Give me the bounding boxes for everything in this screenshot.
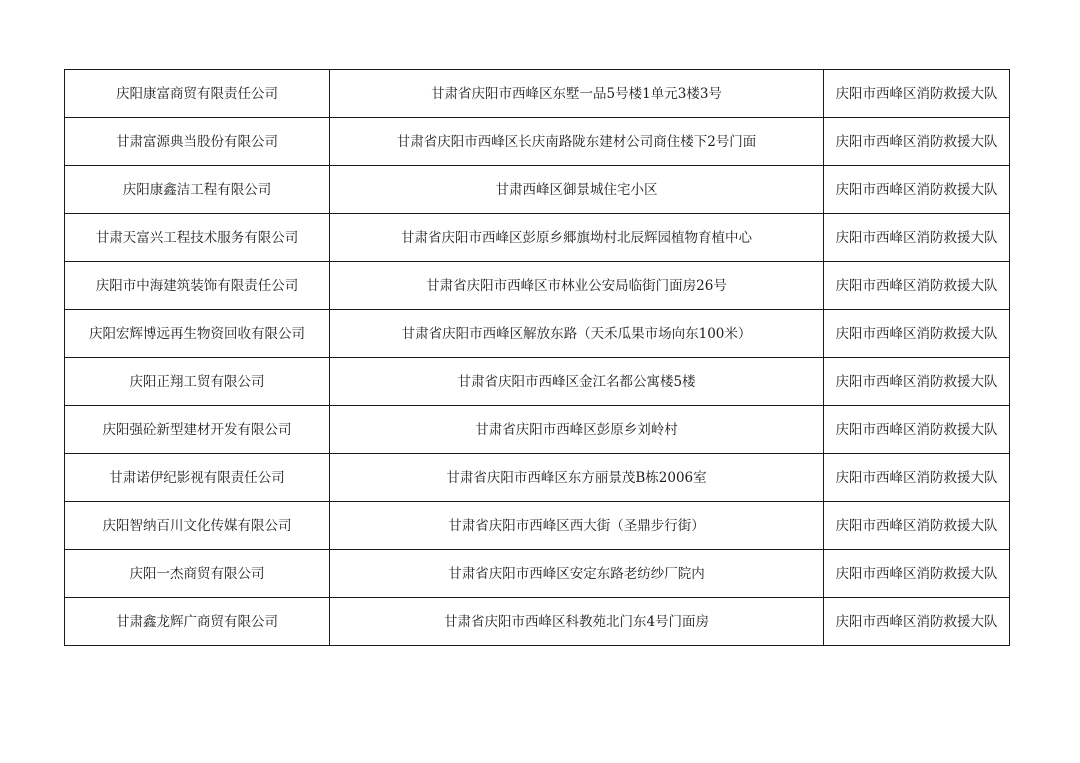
fire-brigade-cell: 庆阳市西峰区消防救援大队	[824, 262, 1010, 310]
company-name-cell: 甘肃诺伊纪影视有限责任公司	[65, 454, 330, 502]
table-row	[65, 262, 1010, 310]
company-name-cell: 庆阳正翔工贸有限公司	[65, 358, 330, 406]
company-name-cell: 甘肃鑫龙辉广商贸有限公司	[65, 598, 330, 646]
fire-brigade-cell: 庆阳市西峰区消防救援大队	[824, 310, 1010, 358]
address-cell: 甘肃省庆阳市西峰区长庆南路陇东建材公司商住楼下2号门面	[330, 118, 824, 166]
table-row	[65, 214, 1010, 262]
address-cell: 甘肃省庆阳市西峰区解放东路（天禾瓜果市场向东100米）	[330, 310, 824, 358]
fire-brigade-cell: 庆阳市西峰区消防救援大队	[824, 406, 1010, 454]
table-row	[65, 70, 1010, 118]
table-row	[65, 310, 1010, 358]
address-cell: 甘肃省庆阳市西峰区市林业公安局临街门面房26号	[330, 262, 824, 310]
address-cell: 甘肃省庆阳市西峰区西大街（圣鼎步行街）	[330, 502, 824, 550]
address-cell: 甘肃西峰区御景城住宅小区	[330, 166, 824, 214]
fire-brigade-cell: 庆阳市西峰区消防救援大队	[824, 118, 1010, 166]
company-name-cell: 庆阳康鑫洁工程有限公司	[65, 166, 330, 214]
records-table	[64, 69, 1010, 646]
company-name-cell: 甘肃富源典当股份有限公司	[65, 118, 330, 166]
address-cell: 甘肃省庆阳市西峰区彭原乡刘岭村	[330, 406, 824, 454]
table-row	[65, 598, 1010, 646]
table-row	[65, 166, 1010, 214]
company-name-cell: 庆阳强砼新型建材开发有限公司	[65, 406, 330, 454]
address-cell: 甘肃省庆阳市西峰区彭原乡郷旗坳村北辰辉园植物育植中心	[330, 214, 824, 262]
fire-brigade-cell: 庆阳市西峰区消防救援大队	[824, 214, 1010, 262]
fire-brigade-cell: 庆阳市西峰区消防救援大队	[824, 358, 1010, 406]
company-name-cell: 庆阳康富商贸有限责任公司	[65, 70, 330, 118]
address-cell: 甘肃省庆阳市西峰区东方丽景茂B栋2006室	[330, 454, 824, 502]
address-cell: 甘肃省庆阳市西峰区科教苑北门东4号门面房	[330, 598, 824, 646]
table-row	[65, 406, 1010, 454]
company-name-cell: 庆阳一杰商贸有限公司	[65, 550, 330, 598]
fire-brigade-cell: 庆阳市西峰区消防救援大队	[824, 166, 1010, 214]
company-name-cell: 庆阳市中海建筑装饰有限责任公司	[65, 262, 330, 310]
company-name-cell: 庆阳宏辉博远再生物资回收有限公司	[65, 310, 330, 358]
fire-brigade-cell: 庆阳市西峰区消防救援大队	[824, 598, 1010, 646]
company-name-cell: 甘肃天富兴工程技术服务有限公司	[65, 214, 330, 262]
fire-brigade-cell: 庆阳市西峰区消防救援大队	[824, 502, 1010, 550]
fire-brigade-cell: 庆阳市西峰区消防救援大队	[824, 454, 1010, 502]
table-row	[65, 550, 1010, 598]
table-row	[65, 454, 1010, 502]
table-row	[65, 118, 1010, 166]
fire-brigade-cell: 庆阳市西峰区消防救援大队	[824, 70, 1010, 118]
records-table-body	[65, 70, 1010, 646]
table-row	[65, 358, 1010, 406]
address-cell: 甘肃省庆阳市西峰区安定东路老纺纱厂院内	[330, 550, 824, 598]
company-name-cell: 庆阳智纳百川文化传媒有限公司	[65, 502, 330, 550]
address-cell: 甘肃省庆阳市西峰区金江名都公寓楼5楼	[330, 358, 824, 406]
fire-brigade-cell: 庆阳市西峰区消防救援大队	[824, 550, 1010, 598]
address-cell: 甘肃省庆阳市西峰区东墅一品5号楼1单元3楼3号	[330, 70, 824, 118]
table-row	[65, 502, 1010, 550]
